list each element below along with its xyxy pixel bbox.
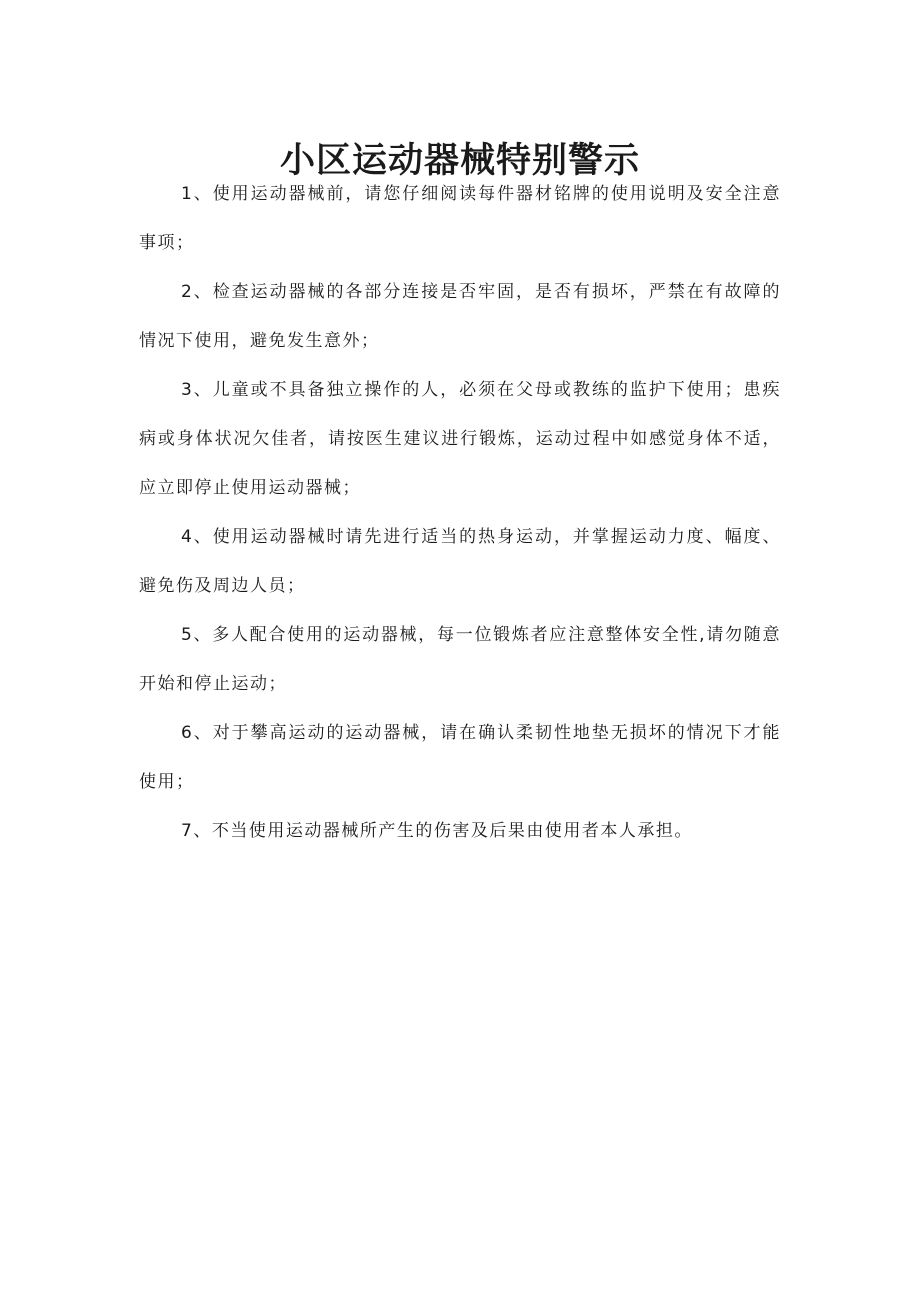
- page-title: 小区运动器械特别警示: [279, 140, 640, 182]
- warning-item-6: 6、对于攀高运动的运动器械，请在确认柔韧性地垫无损坏的情况下才能使用；: [139, 723, 781, 792]
- warning-item-5: 5、多人配合使用的运动器械，每一位锻炼者应注意整体安全性,请勿随意开始和停止运动；: [139, 625, 781, 694]
- warning-item-4: 4、使用运动器械时请先进行适当的热身运动，并掌握运动力度、幅度、避免伤及周边人员；: [139, 527, 781, 596]
- warning-item-2: 2、检查运动器械的各部分连接是否牢固，是否有损坏，严禁在有故障的情况下使用，避免发生意外；: [139, 282, 781, 351]
- warning-item-1: 1、使用运动器械前，请您仔细阅读每件器材铭牌的使用说明及安全注意事项；: [139, 184, 781, 253]
- warning-list: [139, 170, 781, 856]
- warning-item-7: 7、不当使用运动器械所产生的伤害及后果由使用者本人承担。: [181, 821, 693, 841]
- warning-item-3: 3、儿童或不具备独立操作的人，必须在父母或教练的监护下使用；患疾病或身体状况欠佳者，请按医生建议进行锻炼，运动过程中如感觉身体不适，应立即停止使用运动器械；: [139, 380, 781, 498]
